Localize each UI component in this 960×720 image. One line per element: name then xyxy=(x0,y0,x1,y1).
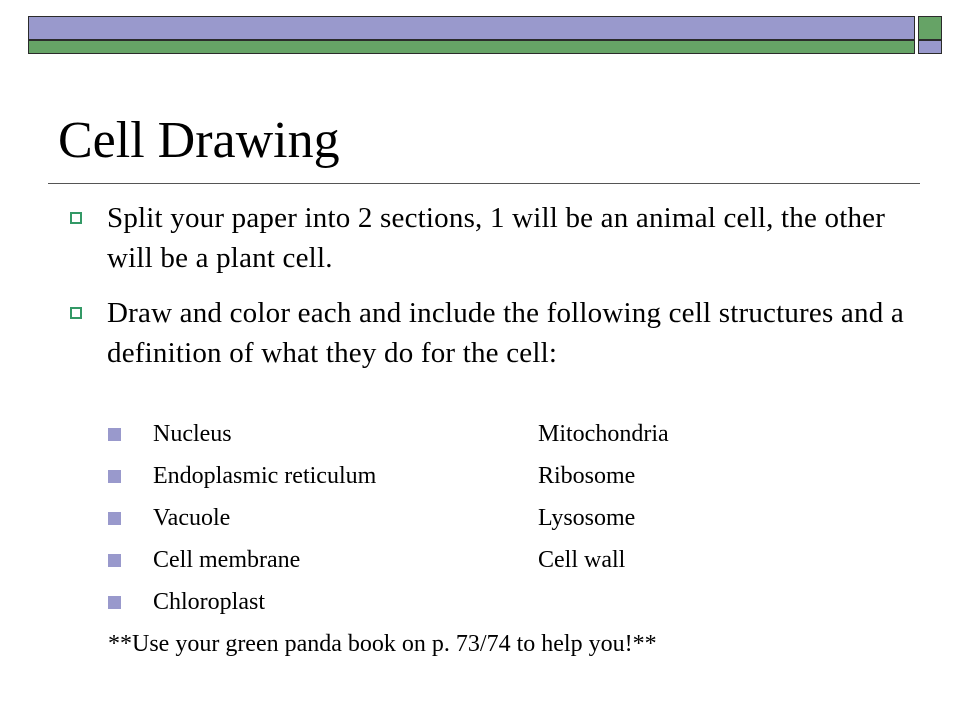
structure-row xyxy=(108,461,635,491)
help-note: **Use your green panda book on p. 73/74 to help you!** xyxy=(108,631,657,657)
bullet-item xyxy=(70,293,910,373)
header-square-green xyxy=(918,16,942,40)
bullet-item xyxy=(70,198,910,278)
structure-left: Cell membrane xyxy=(153,547,301,573)
structure-left: Chloroplast xyxy=(153,589,265,615)
title-divider xyxy=(48,183,920,184)
structure-row xyxy=(108,545,625,575)
header-bar-green xyxy=(28,40,915,54)
structure-right: Lysosome xyxy=(538,505,636,531)
slide-title: Cell Drawing xyxy=(58,112,340,169)
filled-square-bullet-icon xyxy=(108,428,121,441)
header-square-purple xyxy=(918,40,942,54)
structure-left: Endoplasmic reticulum xyxy=(153,463,377,489)
bullet-text: Draw and color each and include the following cell structures and a definition of what they do for the cell: xyxy=(107,297,904,369)
structure-right: Mitochondria xyxy=(538,421,669,447)
filled-square-bullet-icon xyxy=(108,554,121,567)
structure-row xyxy=(108,419,669,449)
header-bar-purple xyxy=(28,16,915,40)
filled-square-bullet-icon xyxy=(108,512,121,525)
filled-square-bullet-icon xyxy=(108,470,121,483)
square-bullet-icon xyxy=(70,212,82,224)
structure-left: Nucleus xyxy=(153,421,232,447)
structure-left: Vacuole xyxy=(153,505,231,531)
bullet-text: Split your paper into 2 sections, 1 will be an animal cell, the other will be a plant cell. xyxy=(107,202,886,274)
structure-row xyxy=(108,587,538,617)
filled-square-bullet-icon xyxy=(108,596,121,609)
structure-right: Ribosome xyxy=(538,463,636,489)
structure-row xyxy=(108,503,635,533)
square-bullet-icon xyxy=(70,307,82,319)
structure-right: Cell wall xyxy=(538,547,626,573)
